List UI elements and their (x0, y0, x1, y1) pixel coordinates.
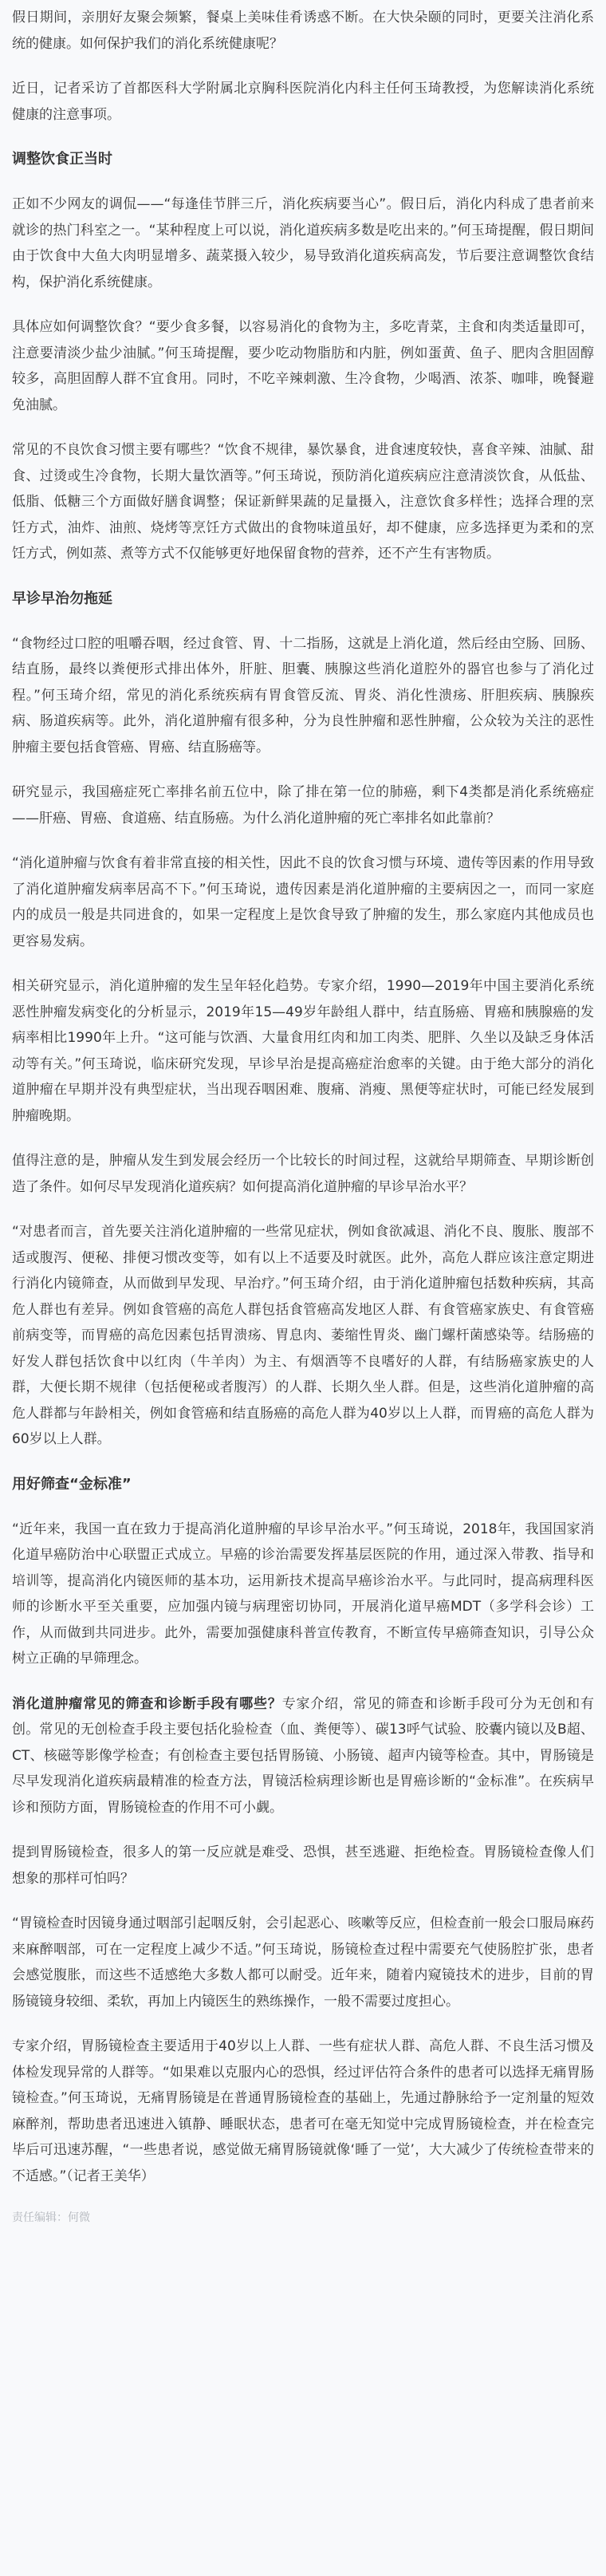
section-paragraph: 常见的不良饮食习惯主要有哪些？“饮食不规律，暴饮暴食，进食速度较快，喜食辛辣、油腻、甜食、过烫或生冷食物，长期大量饮酒等。”何玉琦说，预防消化道疾病应注意清淡饮食，从低盐、低脂、低糖三个方面做好膳食调整；保证新鲜果蔬的足量摄入，注意饮食多样性；选择合理的烹饪方式，油炸、油煎、烧烤等烹饪方式做出的食物味道虽好，却不健康，应多选择更为柔和的烹饪方式，例如蒸、煮等方式不仅能够更好地保留食物的营养，还不产生有害物质。 (12, 442, 594, 562)
section-paragraph: 值得注意的是，肿瘤从发生到发展会经历一个比较长的时间过程，这就给早期筛查、早期诊断创造了条件。如何尽早发现消化道疾病？如何提高消化道肿瘤的早诊早治水平？ (12, 1153, 594, 1195)
section-paragraph: 研究显示，我国癌症死亡率排名前五位中，除了排在第一位的肺癌，剩下4类都是消化系统癌症——肝癌、胃癌、食道癌、结直肠癌。为什么消化道肿瘤的死亡率排名如此靠前？ (12, 784, 594, 826)
section-paragraph: 正如不少网友的调侃——“每逢佳节胖三斤，消化疾病要当心”。假日后，消化内科成了患者前来就诊的热门科室之一。“某种程度上可以说，消化道疾病多数是吃出来的。”何玉琦提醒，假日期间由于饮食中大鱼大肉明显增多、蔬菜摄入较少，易导致消化道疾病高发，节后要注意调整饮食结构，保护消化系统健康。 (12, 196, 594, 290)
editor-credit: 责任编辑：何微 (12, 2211, 90, 2224)
section-heading-early-diagnosis: 早诊早治勿拖延 (12, 590, 112, 607)
qa-paragraph (12, 1691, 594, 1821)
section-paragraph: “胃镜检查时因镜身通过咽部引起咽反射，会引起恶心、咳嗽等反应，但检查前一般会口服局麻药来麻醉咽部，可在一定程度上减少不适。”何玉琦说，肠镜检查过程中需要充气使肠腔扩张，患者会感觉腹胀，而这些不适感绝大多数人都可以耐受。近年来，随着内窥镜技术的进步，目前的胃肠镜镜身较细、柔软，再加上内镜医生的熟练操作，一般不需要过度担心。 (12, 1915, 594, 2010)
section-paragraph: 相关研究显示，消化道肿瘤的发生呈年轻化趋势。专家介绍，1990—2019年中国主要消化系统恶性肿瘤发病变化的分析显示，2019年15—49岁年龄组人群中，结直肠癌、胃癌和胰腺癌的发病率相比1990年上升。“这可能与饮酒、大量食用红肉和加工肉类、肥胖、久坐以及缺乏身体活动等有关。”何玉琦说，临床研究发现，早诊早治是提高癌症治愈率的关键。由于绝大部分的消化道肿瘤在早期并没有典型症状，当出现吞咽困难、腹痛、消瘦、黑便等症状时，可能已经发展到肿瘤晚期。 (12, 978, 594, 1124)
section-paragraph: “消化道肿瘤与饮食有着非常直接的相关性，因此不良的饮食习惯与环境、遗传等因素的作用导致了消化道肿瘤发病率居高不下。”何玉琦说，遗传因素是消化道肿瘤的主要病因之一，而同一家庭内的成员一般是共同进食的，如果一定程度上是饮食导致了肿瘤的发生，那么家庭内其他成员也更容易发病。 (12, 855, 594, 949)
section-paragraph: “对患者而言，首先要关注消化道肿瘤的一些常见症状，例如食欲减退、消化不良、腹胀、腹部不适或腹泻、便秘、排便习惯改变等，如有以上不适要及时就医。此外，高危人群应该注意定期进行消化内镜筛查，从而做到早发现、早治疗。”何玉琦介绍，由于消化道肿瘤包括数种疾病，其高危人群也有差异。例如食管癌的高危人群包括食管癌高发地区人群、有食管癌家族史、有食管癌前病变等，而胃癌的高危因素包括胃溃疡、胃息肉、萎缩性胃炎、幽门螺杆菌感染等。结肠癌的好发人群包括饮食中以红肉（牛羊肉）为主、有烟酒等不良嗜好的人群，有结肠癌家族史的人群，大便长期不规律（包括便秘或者腹泻）的人群、长期久坐人群。但是，这些消化道肿瘤的高危人群都与年龄相关，例如食管癌和结直肠癌的高危人群为40岁以上人群，而胃癌的高危人群为60岁以上人群。 (12, 1224, 594, 1447)
section-paragraph: “食物经过口腔的咀嚼吞咽，经过食管、胃、十二指肠，这就是上消化道，然后经由空肠、回肠、结直肠，最终以粪便形式排出体外，肝脏、胆囊、胰腺这些消化道腔外的器官也参与了消化过程。”何玉琦介绍，常见的消化系统疾病有胃食管反流、胃炎、消化性溃疡、肝胆疾病、胰腺疾病、肠道疾病等。此外，消化道肿瘤有很多种，分为良性肿瘤和恶性肿瘤，公众较为关注的恶性肿瘤主要包括食管癌、胃癌、结直肠癌等。 (12, 635, 594, 755)
intro-paragraph-2: 近日，记者采访了首都医科大学附属北京胸科医院消化内科主任何玉琦教授，为您解读消化系统健康的注意事项。 (12, 81, 594, 123)
intro-paragraph-1: 假日期间，亲朋好友聚会频繁，餐桌上美味佳肴诱惑不断。在大快朵颐的同时，更要关注消化系统的健康。如何保护我们的消化系统健康呢？ (12, 10, 594, 52)
section-early-diagnosis (12, 586, 594, 1453)
section-paragraph: “近年来，我国一直在致力于提高消化道肿瘤的早诊早治水平。”何玉琦说，2018年，我国国家消化道早癌防治中心联盟正式成立。早癌的诊治需要发挥基层医院的作用，通过深入带教、指导和培训等，提高消化内镜医师的基本功，运用新技术提高早癌诊治水平。与此同时，提高病理科医师的诊断水平至关重要，应加强内镜与病理密切协同，开展消化道早癌MDT（多学科会诊）工作，从而做到共同进步。此外，需要加强健康科普宣传教育，不断宣传早癌筛查知识，引导公众树立正确的早筛理念。 (12, 1521, 594, 1667)
section-paragraph: 专家介绍，胃肠镜检查主要适用于40岁以上人群、一些有症状人群、高危人群、不良生活习惯及体检发现异常的人群等。“如果难以克服内心的恐惧，经过评估符合条件的患者可以选择无痛胃肠镜检查。”何玉琦说，无痛胃肠镜是在普通胃肠镜检查的基础上，先通过静脉给予一定剂量的短效麻醉剂，帮助患者迅速进入镇静、睡眠状态，患者可在毫无知觉中完成胃肠镜检查，并在检查完毕后可迅速苏醒，“一些患者说，感觉做无痛胃肠镜就像‘睡了一觉’，大大减少了传统检查带来的不适感。”（记者王美华） (12, 2038, 594, 2184)
qa-question: 消化道肿瘤常见的筛查和诊断手段有哪些？ (12, 1695, 282, 1712)
section-heading-diet: 调整饮食正当时 (12, 151, 112, 168)
section-diet (12, 147, 594, 567)
section-paragraph: 提到胃肠镜检查，很多人的第一反应就是难受、恐惧，甚至逃避、拒绝检查。胃肠镜检查像人们想象的那样可怕吗？ (12, 1844, 594, 1887)
section-screening (12, 1472, 594, 2190)
section-heading-screening: 用好筛查“金标准” (12, 1475, 132, 1493)
qa-answer: 专家介绍，常见的筛查和诊断手段可分为无创和有创。常见的无创检查手段主要包括化验检查（血、粪便等）、碳13呼气试验、胶囊内镜以及B超、CT、核磁等影像学检查；有创检查主要包括胃肠镜、小肠镜、超声内镜等检查。其中，胃肠镜是尽早发现消化道疾病最精准的检查方法，胃镜活检病理诊断也是胃癌诊断的“金标准”。在疾病早诊和预防方面，胃肠镜检查的作用不可小觑。 (12, 1695, 595, 1816)
section-paragraph: 具体应如何调整饮食？“要少食多餐，以容易消化的食物为主，多吃青菜，主食和肉类适量即可，注意要清淡少盐少油腻。”何玉琦提醒，要少吃动物脂肪和内脏，例如蛋黄、鱼子、肥肉含胆固醇较多，高胆固醇人群不宜食用。同时，不吃辛辣刺激、生冷食物，少喝酒、浓茶、咖啡，晚餐避免油腻。 (12, 319, 594, 413)
